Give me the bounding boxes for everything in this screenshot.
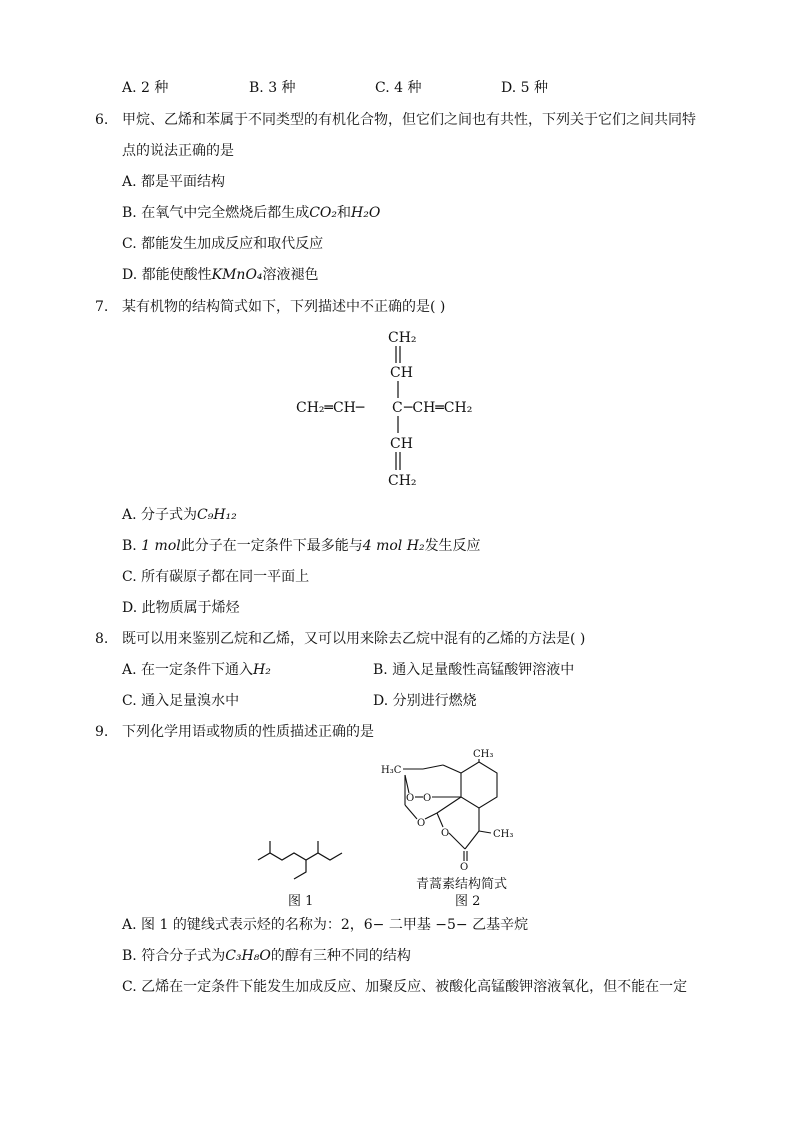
atom-ch3-top: CH₃ [473, 749, 494, 760]
figure-1-skeletal-formula [255, 838, 350, 888]
q8-option-b: B. 通入足量酸性高锰酸钾溶液中 [373, 662, 575, 678]
atom-o-lactone-ring: O [441, 828, 450, 839]
q6-option-d-post: 溶液褪色 [262, 267, 319, 283]
co2-formula: CO₂ [309, 205, 338, 221]
q6-stem-line2: 点的说法正确的是 [122, 143, 234, 159]
q7-option-b-text: 此分子在一定条件下最多能与 [180, 538, 363, 554]
q5-option-c: C. 4 种 [375, 80, 422, 96]
struct-bottom-ch: CH [390, 436, 413, 452]
q7-option-a-text: A. 分子式为 [122, 507, 198, 523]
h2-formula: H₂ [253, 662, 271, 678]
main-carbon-chain [258, 853, 342, 860]
figure-2-label: 图 2 [455, 894, 481, 909]
q9-number: 9. [95, 724, 109, 740]
q9-option-b-post: 的醇有三种不同的结构 [270, 948, 411, 964]
q7-option-c: C. 所有碳原子都在同一平面上 [122, 569, 310, 585]
q9-option-a: A. 图 1 的键线式表示烃的名称为：2，6− 二甲基 −5− 乙基辛烷 [122, 917, 529, 933]
q6-option-d-text: D. 都能使酸性 [122, 267, 212, 283]
ethyl-branch-c5 [294, 860, 306, 879]
struct-top-ch2: CH₂ [388, 330, 417, 346]
struct-top-ch: CH [390, 365, 413, 381]
q9-option-b [122, 946, 411, 966]
q7-option-b-label: B. [122, 538, 142, 554]
q5-option-b: B. 3 种 [249, 80, 296, 96]
q5-option-a: A. 2 种 [122, 80, 169, 96]
kmno4-formula: KMnO₄ [211, 267, 263, 283]
q8-stem: 既可以用来鉴别乙烷和乙烯，又可以用来除去乙烷中混有的乙烯的方法是( ) [122, 631, 586, 647]
one-mol: 1 mol [141, 538, 181, 554]
q6-option-a: A. 都是平面结构 [122, 174, 226, 190]
q6-option-b-text: B. 在氧气中完全燃烧后都生成 [122, 205, 310, 221]
h2o-formula: H₂O [351, 205, 381, 221]
q8-option-c: C. 通入足量溴水中 [122, 693, 240, 709]
q5-option-d: D. 5 种 [501, 80, 548, 96]
q8-option-a-text: A. 在一定条件下通入 [122, 662, 254, 678]
q7-option-d: D. 此物质属于烯烃 [122, 600, 240, 616]
four-mol-h2: 4 mol H₂ [362, 538, 425, 554]
struct-bottom-ch2: CH₂ [388, 473, 417, 489]
struct-right-vinyl: ─CH═CH₂ [404, 400, 473, 416]
atom-o-peroxide-1: O [406, 793, 415, 804]
q7-option-b-post: 发生反应 [424, 538, 481, 554]
atom-o-carbonyl: O [460, 862, 469, 873]
q9-stem: 下列化学用语或物质的性质描述正确的是 [122, 724, 374, 740]
atom-h3c-left: H₃C [381, 765, 402, 776]
q7-option-a [122, 505, 237, 525]
q9-option-c: C. 乙烯在一定条件下能发生加成反应、加聚反应、被酸化高锰酸钾溶液氧化，但不能在一定 [122, 979, 688, 995]
q7-stem: 某有机物的结构简式如下，下列描述中不正确的是( ) [122, 299, 446, 315]
figure-2-caption: 青蒿素结构简式 [416, 877, 508, 892]
figure-1-label: 图 1 [288, 894, 314, 909]
q6-option-c: C. 都能发生加成反应和取代反应 [122, 236, 324, 252]
atom-ch3-right: CH₃ [493, 829, 514, 840]
q8-option-a [122, 660, 271, 680]
q6-option-b [122, 203, 380, 223]
struct-center-c: C [392, 400, 403, 416]
atom-o-ether: O [417, 818, 426, 829]
c9h12-formula: C₉H₁₂ [197, 507, 237, 523]
q7-option-b [122, 536, 481, 556]
figure-2-artemisinin-structure [375, 745, 525, 875]
atom-o-peroxide-2: O [423, 793, 432, 804]
q7-structure-diagram [280, 322, 520, 492]
q8-option-d: D. 分别进行燃烧 [373, 693, 477, 709]
q6-number: 6. [95, 112, 109, 128]
q6-stem-line1: 甲烷、乙烯和苯属于不同类型的有机化合物，但它们之间也有共性，下列关于它们之间共同特 [122, 112, 696, 128]
q6-option-d [122, 265, 319, 285]
struct-left-vinyl: CH₂═CH─ [296, 400, 365, 416]
artemisinin-bonds [403, 759, 497, 861]
q7-number: 7. [95, 299, 109, 315]
q8-number: 8. [95, 631, 109, 647]
q6-option-b-and: 和 [337, 205, 352, 221]
q9-option-b-text: B. 符合分子式为 [122, 948, 226, 964]
c3h8o-formula: C₃H₈O [225, 948, 271, 964]
